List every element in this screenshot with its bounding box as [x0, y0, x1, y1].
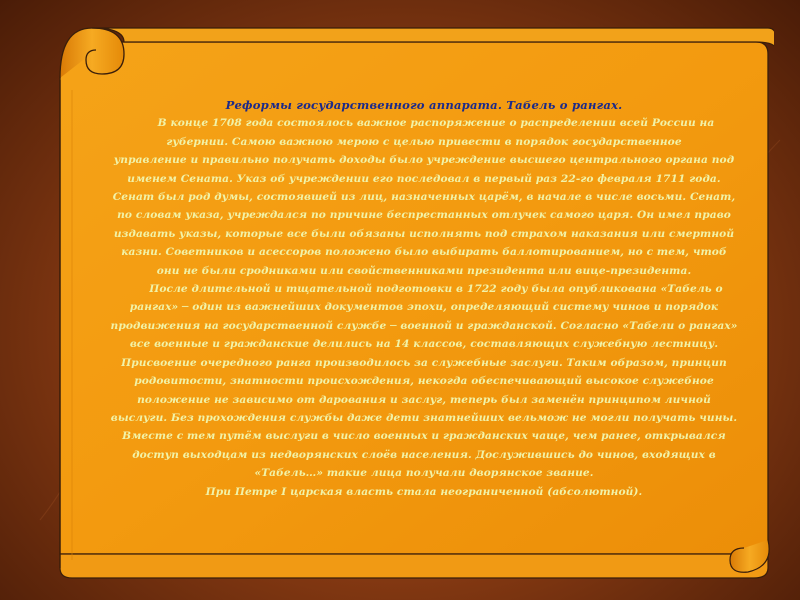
text-line: положение не зависимо от дарования и заслуг, теперь был заменён принципом личной — [137, 393, 711, 406]
text-line: рангах» ─ один из важнейших документов эпохи, определяющий систему чинов и порядок — [129, 301, 719, 314]
text-line: все военные и гражданские делились на 14 классов, составляющих служебную лестницу. — [129, 338, 719, 351]
text-line: продвижения на государственной службе ─ военной и гражданской. Согласно «Табели о рангах» — [110, 319, 738, 332]
text-line: Вместе с тем путём выслуги в число военных и гражданских чаще, чем ранее, открывался — [122, 430, 726, 443]
text-line: издавать указы, которые все были обязаны исполнять под страхом наказания или смертной — [113, 227, 735, 240]
text-line: управление и правильно получать доходы было учреждение высшего центрального органа под — [113, 154, 735, 167]
text-line: После длительной и тщательной подготовки в 1722 году была опубликована «Табель о — [149, 283, 723, 296]
text-line: доступ выходцам из недворянских слоёв населения. Дослужившись до чинов, входящих в — [132, 448, 716, 461]
text-line: В конце 1708 года состоялось важное распоряжение о распределении всей России на — [157, 117, 715, 130]
text-line: родовитости, знатности происхождения, некогда обеспечивающий высокое служебное — [134, 375, 714, 388]
text-line: «Табель…» такие лица получали дворянское звание. — [254, 467, 594, 480]
text-line: по словам указа, учреждался по причине беспрестанных отлучек самого царя. Он имел право — [117, 209, 731, 222]
text-line: именем Сената. Указ об учреждении его последовал в первый раз 22-го февраля 1711 года. — [127, 172, 721, 185]
text-line: При Петре I царская власть стала неограниченной (абсолютной). — [205, 485, 643, 498]
text-line: они не были сродниками или свойственниками президента или вице-президента. — [156, 264, 692, 277]
text-line: выслуги. Без прохождения службы даже дети знатнейших вельмож не могли получать чины. — [110, 411, 738, 424]
document-text — [74, 96, 774, 501]
text-line: казни. Советников и асессоров положено было выбирать баллотированием, но с тем, чтоб — [121, 246, 727, 259]
text-line: губернии. Самою важною мерою с целью привести в порядок государственное — [166, 135, 682, 148]
text-line: Присвоение очередного ранга производилось за служебные заслуги. Таким образом, принцип — [121, 356, 727, 369]
document-title: Реформы государственного аппарата. Табель о рангах. — [225, 98, 623, 112]
text-line: Сенат был род думы, состоявшей из лиц, назначенных царём, в начале в числе восьми. Сенат, — [112, 191, 736, 204]
